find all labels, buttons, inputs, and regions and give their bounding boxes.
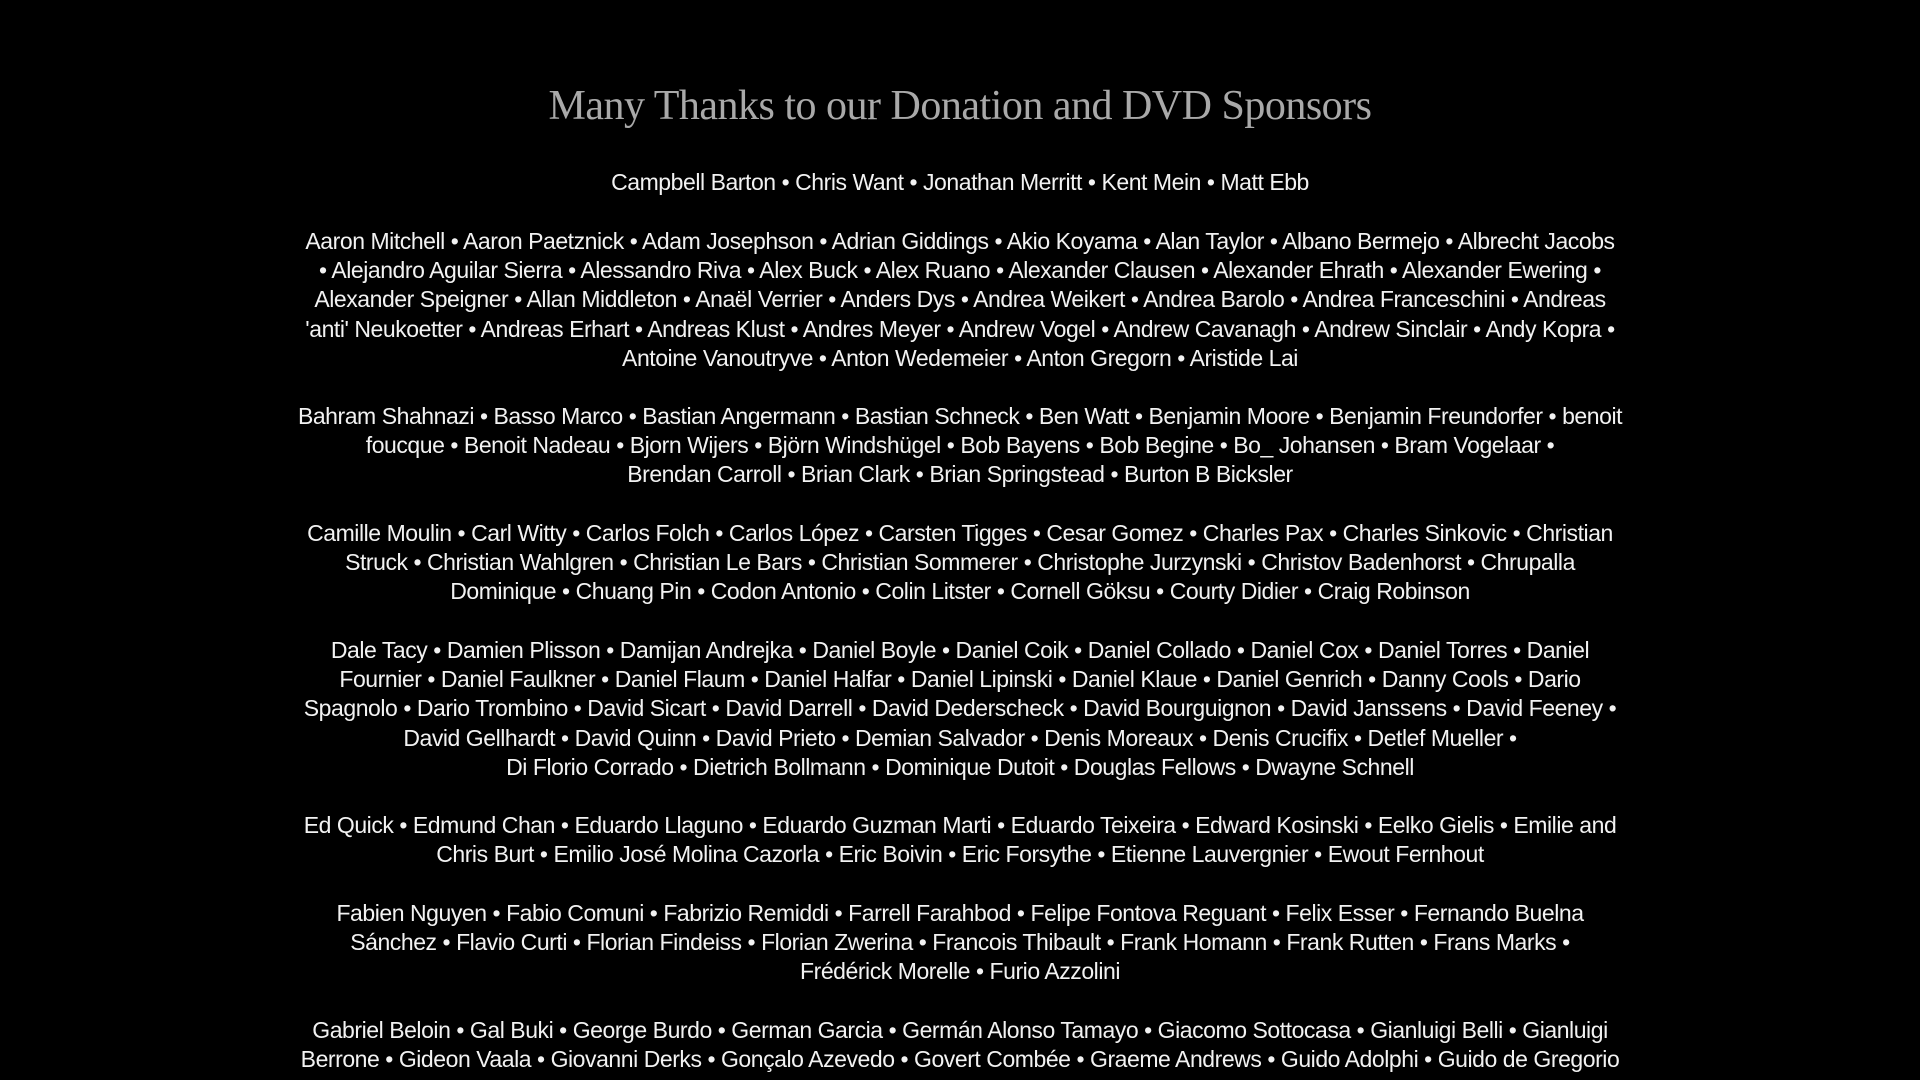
credit-line: foucque • Benoit Nadeau • Bjorn Wijers • Björn Windshügel • Bob Bayens • Bob Begine • Bo_ Johansen • Bram Vogelaar • xyxy=(365,432,1555,459)
credit-line: Spagnolo • Dario Trombino • David Sicart • David Darrell • David Dederscheck • David Bourguignon • David Janssens • David Feeney • xyxy=(303,695,1617,722)
credit-line: Sánchez • Flavio Curti • Florian Findeiss • Florian Zwerina • Francois Thibault • Frank Homann • Frank Rutten • Frans Marks • xyxy=(350,929,1570,956)
sponsor-group-top xyxy=(238,168,1682,197)
credit-line: David Gellhardt • David Quinn • David Prieto • Demian Salvador • Denis Moreaux • Denis Crucifix • Detlef Mueller • xyxy=(403,724,1517,751)
credit-line: Dale Tacy • Damien Plisson • Damijan Andrejka • Daniel Boyle • Daniel Coik • Daniel Collado • Daniel Cox • Daniel Torres • Daniel xyxy=(330,637,1590,663)
credit-line: Brendan Carroll • Brian Clark • Brian Springstead • Burton B Bicksler xyxy=(627,461,1293,488)
sponsor-group-g xyxy=(238,1016,1682,1074)
sponsor-group-a xyxy=(238,227,1682,373)
sponsor-group-d xyxy=(238,636,1682,782)
credit-line: Chris Burt • Emilio José Molina Cazorla • Eric Boivin • Eric Forsythe • Etienne Lauvergnier • Ewout Fernhout xyxy=(436,841,1484,868)
credits-title: Many Thanks to our Donation and DVD Sponsors xyxy=(548,83,1372,129)
sponsor-group-c xyxy=(238,519,1682,607)
credit-line: Fabien Nguyen • Fabio Comuni • Fabrizio Remiddi • Farrell Farahbod • Felipe Fontova Reguant • Felix Esser • Fernando Buelna xyxy=(336,900,1584,926)
credit-line: Campbell Barton • Chris Want • Jonathan Merritt • Kent Mein • Matt Ebb xyxy=(611,169,1309,195)
credit-line: Aaron Mitchell • Aaron Paetznick • Adam Josephson • Adrian Giddings • Akio Koyama • Alan Taylor • Albano Bermejo • Albrecht Jacobs xyxy=(305,228,1615,254)
sponsor-group-e xyxy=(238,811,1682,869)
credit-line: Struck • Christian Wahlgren • Christian Le Bars • Christian Sommerer • Christophe Jurzynski • Christov Badenhorst • Chrupalla xyxy=(345,549,1575,576)
credit-line: Gabriel Beloin • Gal Buki • George Burdo • German Garcia • Germán Alonso Tamayo • Giacomo Sottocasa • Gianluigi Belli • Gianluigi xyxy=(312,1017,1608,1043)
credit-line: Bahram Shahnazi • Basso Marco • Bastian Angermann • Bastian Schneck • Ben Watt • Benjamin Moore • Benjamin Freundorfer • benoit xyxy=(297,403,1623,429)
credit-line: Alexander Speigner • Allan Middleton • Anaël Verrier • Anders Dys • Andrea Weikert • Andrea Barolo • Andrea Franceschini • Andreas xyxy=(314,286,1606,313)
credit-line: • Alejandro Aguilar Sierra • Alessandro Riva • Alex Buck • Alex Ruano • Alexander Clausen • Alexander Ehrath • Alexander Ewering • xyxy=(319,257,1601,284)
credit-line: 'anti' Neukoetter • Andreas Erhart • Andreas Klust • Andres Meyer • Andrew Vogel • Andrew Cavanagh • Andrew Sinclair • Andy Kopra • xyxy=(305,315,1615,342)
credit-line: Camille Moulin • Carl Witty • Carlos Folch • Carlos López • Carsten Tigges • Cesar Gomez • Charles Pax • Charles Sinkovic • Christian xyxy=(307,520,1613,546)
sponsor-group-b xyxy=(238,402,1682,490)
sponsor-group-f xyxy=(238,899,1682,987)
credit-line: Fournier • Daniel Faulkner • Daniel Flaum • Daniel Halfar • Daniel Lipinski • Daniel Klaue • Daniel Genrich • Danny Cools • Dario xyxy=(339,666,1581,693)
credit-line: Di Florio Corrado • Dietrich Bollmann • Dominique Dutoit • Douglas Fellows • Dwayne Schnell xyxy=(506,753,1414,780)
credit-line: Frédérick Morelle • Furio Azzolini xyxy=(800,958,1120,985)
credit-line: Dominique • Chuang Pin • Codon Antonio • Colin Litster • Cornell Göksu • Courty Didier • Craig Robinson xyxy=(450,578,1470,605)
credit-line: Ed Quick • Edmund Chan • Eduardo Llaguno • Eduardo Guzman Marti • Eduardo Teixeira • Edward Kosinski • Eelko Gielis • Emilie and xyxy=(303,812,1617,838)
credit-line: Antoine Vanoutryve • Anton Wedemeier • Anton Gregorn • Aristide Lai xyxy=(622,344,1298,371)
credit-line: Berrone • Gideon Vaala • Giovanni Derks • Gonçalo Azevedo • Govert Combée • Graeme Andrews • Guido Adolphi • Guido de Gregorio xyxy=(300,1046,1620,1073)
